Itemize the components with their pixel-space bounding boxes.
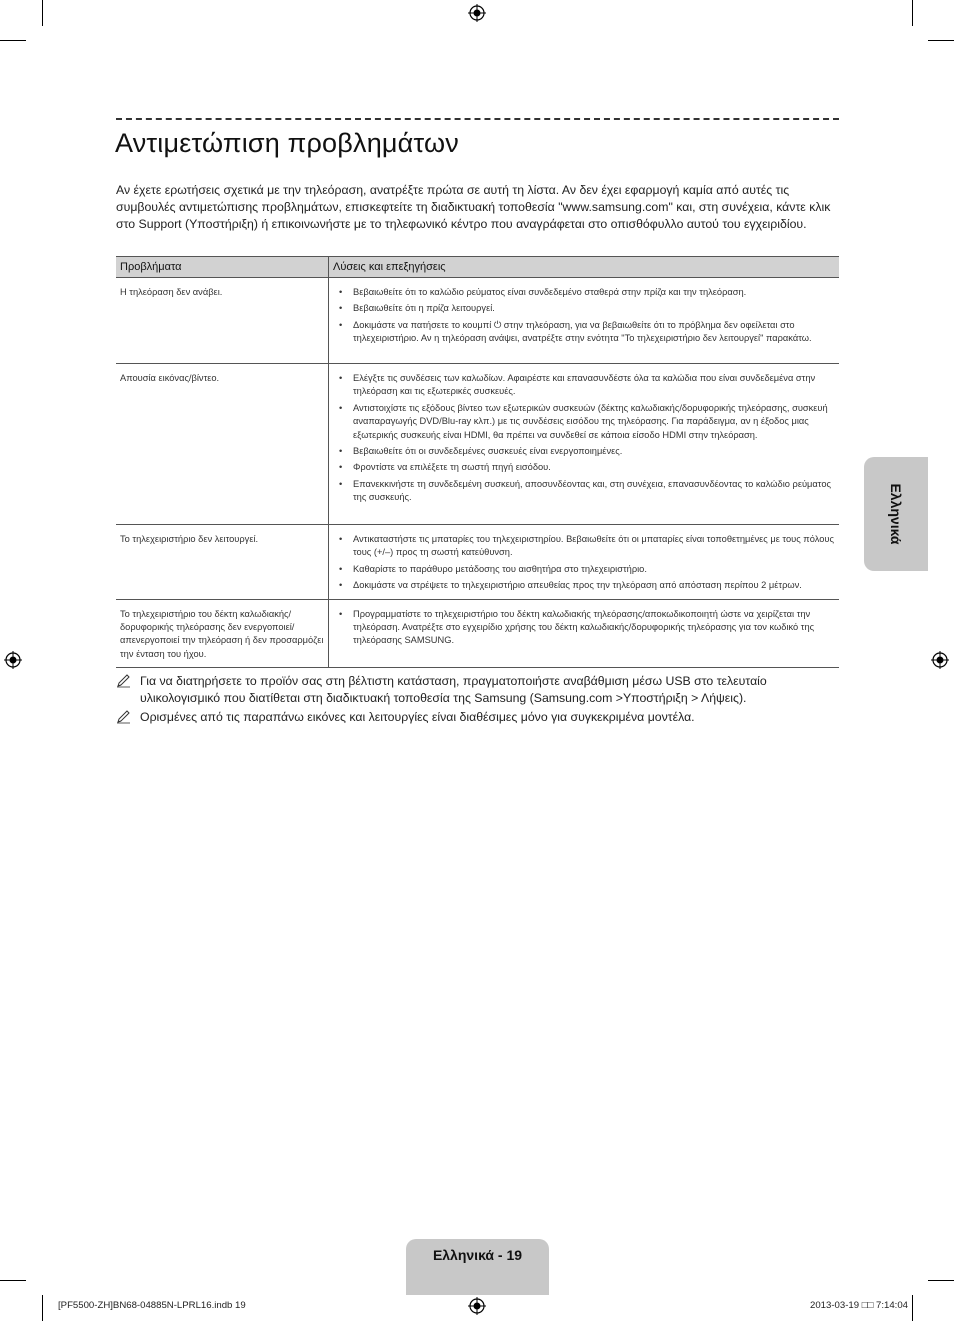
solution-item: • Φροντίστε να επιλέξετε τη σωστή πηγή εισόδου.: [333, 461, 835, 474]
troubleshooting-table: [116, 256, 839, 668]
notes-section: [116, 673, 840, 728]
language-tab-label: Ελληνικά: [888, 483, 904, 545]
crop-mark: [928, 40, 954, 41]
problem-cell: Το τηλεχειριστήριο δεν λειτουργεί.: [116, 525, 329, 600]
crop-mark: [0, 40, 26, 41]
solution-item: • Δοκιμάστε να πατήσετε το κουμπί ⏻ στην τηλεόραση, για να βεβαιωθείτε ότι το πρόβλημα δεν οφείλεται στο τηλεχειριστήριο. Αν η τηλεόραση ανάψει, ανατρέξτε στην ενότητα "Το τηλεχειριστήριο δεν λειτουργεί" παρακάτω.: [333, 319, 835, 346]
column-header-solutions: Λύσεις και επεξηγήσεις: [329, 257, 840, 278]
footer-file-info: [PF5500-ZH]BN68-04885N-LPRL16.indb 19: [58, 1300, 246, 1311]
registration-mark-icon: [468, 4, 486, 22]
solution-item: • Αντιστοιχίστε τις εξόδους βίντεο των εξωτερικών συσκευών (δέκτης καλωδιακής/δορυφορικής τηλεόρασης, συσκευή αναπαραγωγής DVD/Blu-ray κλπ.) με τις συνδέσεις εισόδου της τηλεόρασης. Για παράδειγμα, αν η έξοδος μιας εξωτερικής συσκευής είναι HDMI, θα πρέπει να συνδεθεί σε κάποια είσοδο HDMI στην τηλεόραση.: [333, 402, 835, 442]
table-header-row: [116, 257, 839, 278]
note-item: [116, 709, 840, 726]
page-number-tab: [406, 1239, 549, 1295]
title-dashed-rule: [116, 118, 839, 120]
problem-cell: Η τηλεόραση δεν ανάβει.: [116, 278, 329, 364]
table-row: [116, 599, 839, 668]
footer-timestamp: 2013-03-19 □□ 7:14:04: [809, 1300, 908, 1311]
note-text: Για να διατηρήσετε το προϊόν σας στη βέλτιστη κατάσταση, πραγματοποιήστε αναβάθμιση μέσω USB στο τελευταίο υλικολογισμικό που διατίθεται στη διαδικτυακή τοποθεσία της Samsung (Samsung.com >Υποστήριξη > Λήψεις).: [140, 674, 767, 705]
problem-cell: Το τηλεχειριστήριο του δέκτη καλωδιακής/δορυφορικής τηλεόρασης δεν ενεργοποιεί/απενεργοποιεί την τηλεόραση ή δεν προσαρμόζει την ένταση του ήχου.: [116, 599, 329, 668]
solution-item: • Προγραμματίστε το τηλεχειριστήριο του δέκτη καλωδιακής τηλεόρασης/αποκωδικοποιητή ώστε να χειρίζεται την τηλεόραση. Ανατρέξτε στο εγχειρίδιο χρήσης του δέκτη καλωδιακής/δορυφορικής τηλεόρασης για τον κωδικό της τηλεόρασης SAMSUNG.: [333, 608, 835, 648]
problem-cell: Απουσία εικόνας/βίντεο.: [116, 364, 329, 525]
registration-mark-icon: [4, 651, 22, 669]
solution-cell: [329, 364, 840, 525]
solution-item: • Αντικαταστήστε τις μπαταρίες του τηλεχειριστηρίου. Βεβαιωθείτε ότι οι μπαταρίες είναι τοποθετημένες με τους πόλους τους (+/–) προς τη σωστή κατεύθυνση.: [333, 533, 835, 560]
registration-mark-icon: [931, 651, 949, 669]
solution-cell: [329, 525, 840, 600]
page-number-label: Ελληνικά - 19: [432, 1247, 523, 1263]
crop-mark: [928, 1280, 954, 1281]
table-row: [116, 525, 839, 600]
solution-item: • Ελέγξτε τις συνδέσεις των καλωδίων. Αφαιρέστε και επανασυνδέστε όλα τα καλώδια που είναι συνδεδεμένα στην τηλεόραση και τις εξωτερικές συσκευές.: [333, 372, 835, 399]
pencil-note-icon: [116, 710, 132, 724]
crop-mark: [42, 1295, 43, 1321]
language-side-tab: [864, 457, 928, 571]
solution-item: • Επανεκκινήστε τη συνδεδεμένη συσκευή, αποσυνδέοντας και, στη συνέχεια, επανασυνδέοντας το καλώδιο ρεύματος της συσκευής.: [333, 478, 835, 505]
crop-mark: [0, 1280, 26, 1281]
solution-item: • Βεβαιωθείτε ότι το καλώδιο ρεύματος είναι συνδεδεμένο σταθερά στην πρίζα και την τηλεόραση.: [333, 286, 835, 299]
solution-item: • Δοκιμάστε να στρέψετε το τηλεχειριστήριο απευθείας προς την τηλεόραση από απόσταση περίπου 2 μέτρων.: [333, 579, 835, 592]
note-item: [116, 673, 840, 707]
solution-cell: [329, 278, 840, 364]
table-row: [116, 278, 839, 364]
note-text: Ορισμένες από τις παραπάνω εικόνες και λειτουργίες είναι διαθέσιμες μόνο για συγκεκριμένα μοντέλα.: [140, 710, 695, 724]
pencil-note-icon: [116, 674, 132, 688]
registration-mark-icon: [468, 1297, 486, 1315]
solution-item: • Βεβαιωθείτε ότι η πρίζα λειτουργεί.: [333, 302, 835, 315]
column-header-problems: Προβλήματα: [116, 257, 329, 278]
solution-cell: [329, 599, 840, 668]
solution-item: • Βεβαιωθείτε ότι οι συνδεδεμένες συσκευές είναι ενεργοποιημένες.: [333, 445, 835, 458]
crop-mark: [42, 0, 43, 26]
table-row: [116, 364, 839, 525]
intro-paragraph: Αν έχετε ερωτήσεις σχετικά με την τηλεόραση, ανατρέξτε πρώτα σε αυτή τη λίστα. Αν δεν έχει εφαρμογή καμία από αυτές τις συμβουλές αντιμετώπισης προβλημάτων, επισκεφτείτε τη διαδικτυακή τοποθεσία "www.samsung.com" και, στη συνέχεια, κάντε κλικ στο Support (Υποστήριξη) ή επικοινωνήστε με το τηλεφωνικό κέντρο που αναγράφεται στο οπισθόφυλλο αυτού του εγχειριδίου.: [116, 183, 831, 231]
crop-mark: [912, 1295, 913, 1321]
solution-item: • Καθαρίστε το παράθυρο μετάδοσης του αισθητήρα στο τηλεχειριστήριο.: [333, 563, 835, 576]
page-title: Αντιμετώπιση προβλημάτων: [115, 128, 459, 158]
crop-mark: [912, 0, 913, 26]
